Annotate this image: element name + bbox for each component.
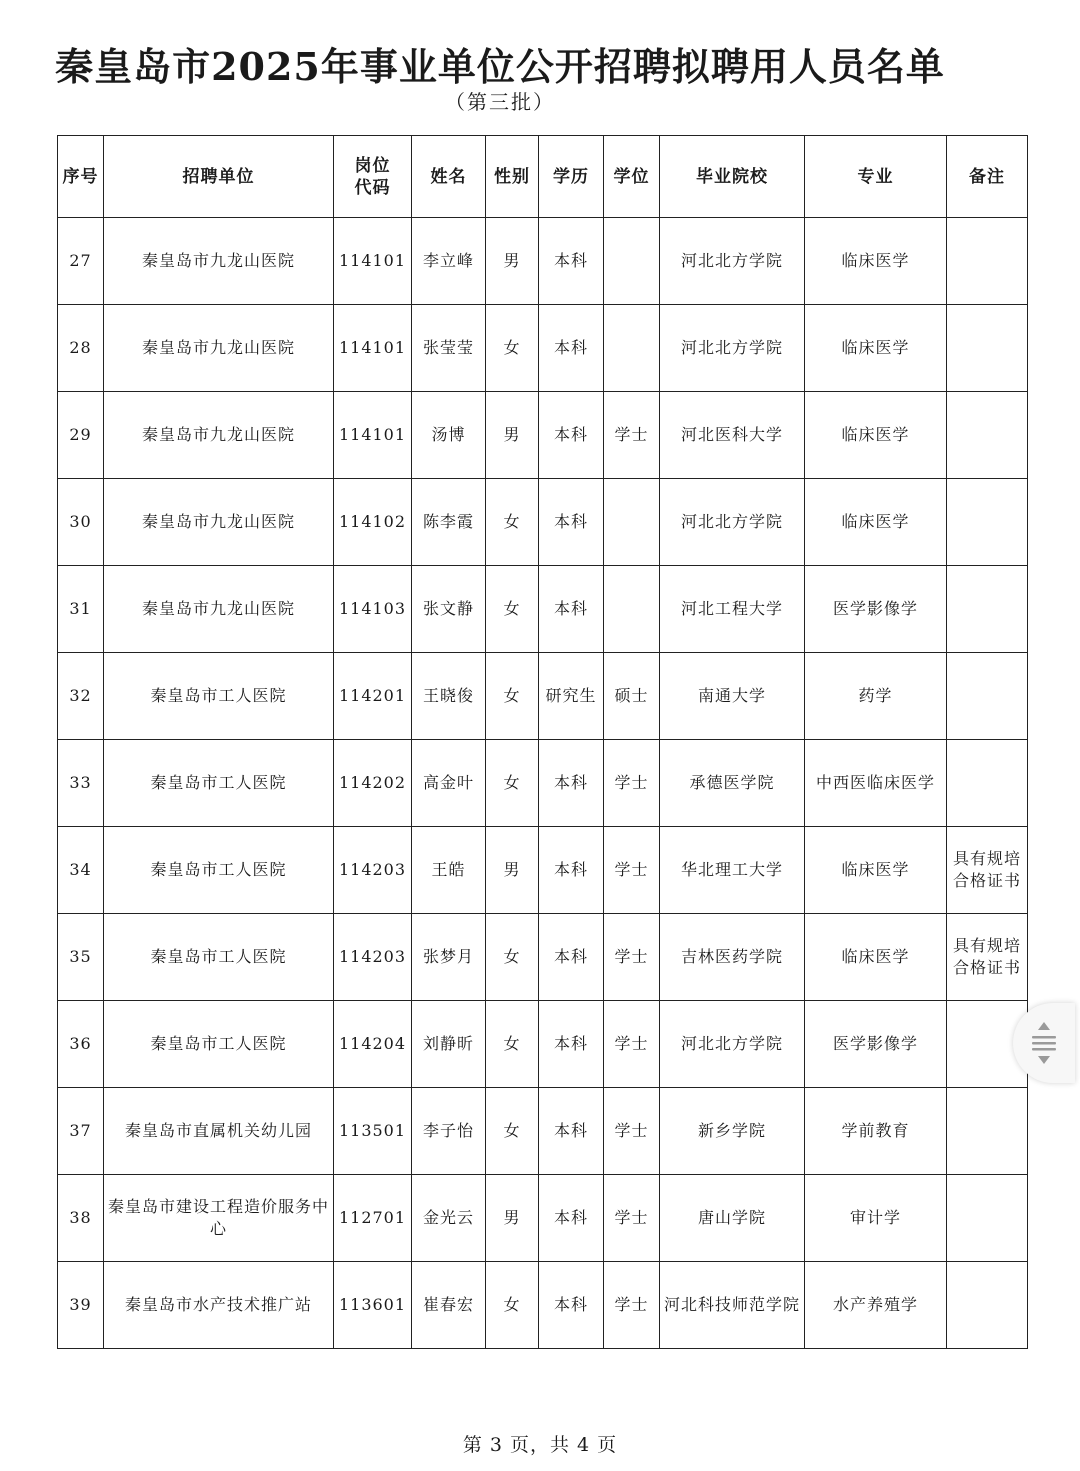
gender-cell: 女 [486, 479, 539, 566]
unit-cell: 秦皇岛市工人医院 [104, 827, 334, 914]
degree-cell [604, 218, 660, 305]
table-row [58, 1088, 1028, 1175]
header-unit: 招聘单位 [104, 136, 334, 218]
degree-cell: 学士 [604, 827, 660, 914]
unit-cell: 秦皇岛市九龙山医院 [104, 479, 334, 566]
name-cell: 张莹莹 [412, 305, 486, 392]
major-cell: 中西医临床医学 [805, 740, 947, 827]
note-cell [947, 305, 1028, 392]
major-cell: 临床医学 [805, 305, 947, 392]
note-cell [947, 740, 1028, 827]
name-cell: 金光云 [412, 1175, 486, 1262]
major-cell: 临床医学 [805, 914, 947, 1001]
table-row [58, 827, 1028, 914]
degree-cell [604, 566, 660, 653]
school-cell: 河北科技师范学院 [660, 1262, 805, 1349]
unit-cell: 秦皇岛市水产技术推广站 [104, 1262, 334, 1349]
school-cell: 河北北方学院 [660, 1001, 805, 1088]
degree-cell: 硕士 [604, 653, 660, 740]
unit-cell: 秦皇岛市九龙山医院 [104, 305, 334, 392]
school-cell: 唐山学院 [660, 1175, 805, 1262]
name-cell: 高金叶 [412, 740, 486, 827]
gender-cell: 男 [486, 218, 539, 305]
seq-cell: 34 [58, 827, 104, 914]
degree-cell [604, 479, 660, 566]
major-cell: 药学 [805, 653, 947, 740]
seq-cell: 33 [58, 740, 104, 827]
table-header [58, 136, 1028, 218]
school-cell: 新乡学院 [660, 1088, 805, 1175]
table-row [58, 653, 1028, 740]
table-row [58, 1001, 1028, 1088]
note-cell [947, 1088, 1028, 1175]
seq-cell: 37 [58, 1088, 104, 1175]
code-cell: 114101 [334, 218, 412, 305]
code-cell: 114103 [334, 566, 412, 653]
table-row [58, 914, 1028, 1001]
unit-cell: 秦皇岛市九龙山医院 [104, 392, 334, 479]
note-cell [947, 1175, 1028, 1262]
note-cell [947, 653, 1028, 740]
education-cell: 本科 [539, 305, 604, 392]
code-cell: 114101 [334, 305, 412, 392]
name-cell: 李子怡 [412, 1088, 486, 1175]
major-cell: 临床医学 [805, 218, 947, 305]
education-cell: 本科 [539, 1175, 604, 1262]
education-cell: 研究生 [539, 653, 604, 740]
code-cell: 114102 [334, 479, 412, 566]
education-cell: 本科 [539, 1088, 604, 1175]
seq-cell: 27 [58, 218, 104, 305]
education-cell: 本科 [539, 479, 604, 566]
education-cell: 本科 [539, 740, 604, 827]
major-cell: 学前教育 [805, 1088, 947, 1175]
header-degree: 学位 [604, 136, 660, 218]
major-cell: 审计学 [805, 1175, 947, 1262]
unit-cell: 秦皇岛市建设工程造价服务中心 [104, 1175, 334, 1262]
table-row [58, 218, 1028, 305]
code-cell: 114203 [334, 827, 412, 914]
seq-cell: 39 [58, 1262, 104, 1349]
name-cell: 汤博 [412, 392, 486, 479]
seq-cell: 31 [58, 566, 104, 653]
gender-cell: 女 [486, 653, 539, 740]
scroll-grip-icon [1031, 1019, 1057, 1067]
header-major: 专业 [805, 136, 947, 218]
code-cell: 114202 [334, 740, 412, 827]
document-title: 秦皇岛市2025年事业单位公开招聘拟聘用人员名单 [55, 44, 945, 89]
degree-cell: 学士 [604, 392, 660, 479]
major-cell: 临床医学 [805, 827, 947, 914]
table-row [58, 392, 1028, 479]
degree-cell: 学士 [604, 1088, 660, 1175]
unit-cell: 秦皇岛市工人医院 [104, 914, 334, 1001]
header-school: 毕业院校 [660, 136, 805, 218]
school-cell: 河北北方学院 [660, 305, 805, 392]
gender-cell: 女 [486, 1262, 539, 1349]
hiring-table [57, 135, 1028, 1349]
unit-cell: 秦皇岛市九龙山医院 [104, 218, 334, 305]
header-row [58, 136, 1028, 218]
name-cell: 张文静 [412, 566, 486, 653]
note-cell [947, 218, 1028, 305]
education-cell: 本科 [539, 827, 604, 914]
education-cell: 本科 [539, 392, 604, 479]
note-cell: 具有规培合格证书 [947, 827, 1028, 914]
gender-cell: 男 [486, 1175, 539, 1262]
education-cell: 本科 [539, 914, 604, 1001]
code-cell: 114203 [334, 914, 412, 1001]
major-cell: 临床医学 [805, 479, 947, 566]
major-cell: 临床医学 [805, 392, 947, 479]
school-cell: 河北北方学院 [660, 479, 805, 566]
seq-cell: 32 [58, 653, 104, 740]
header-code-line1: 岗位 [354, 155, 391, 176]
code-cell: 114201 [334, 653, 412, 740]
header-education: 学历 [539, 136, 604, 218]
header-seq: 序号 [58, 136, 104, 218]
degree-cell: 学士 [604, 740, 660, 827]
name-cell: 陈李霞 [412, 479, 486, 566]
school-cell: 华北理工大学 [660, 827, 805, 914]
note-cell [947, 479, 1028, 566]
unit-cell: 秦皇岛市直属机关幼儿园 [104, 1088, 334, 1175]
table-row [58, 566, 1028, 653]
major-cell: 医学影像学 [805, 1001, 947, 1088]
table-row [58, 1262, 1028, 1349]
header-name: 姓名 [412, 136, 486, 218]
code-cell: 114204 [334, 1001, 412, 1088]
table-row [58, 1175, 1028, 1262]
note-cell [947, 566, 1028, 653]
table-row [58, 740, 1028, 827]
seq-cell: 30 [58, 479, 104, 566]
school-cell: 河北医科大学 [660, 392, 805, 479]
header-code-line2: 代码 [354, 177, 391, 198]
degree-cell [604, 305, 660, 392]
degree-cell: 学士 [604, 1001, 660, 1088]
gender-cell: 女 [486, 1088, 539, 1175]
school-cell: 南通大学 [660, 653, 805, 740]
seq-cell: 38 [58, 1175, 104, 1262]
gender-cell: 男 [486, 392, 539, 479]
unit-cell: 秦皇岛市工人医院 [104, 653, 334, 740]
name-cell: 张梦月 [412, 914, 486, 1001]
major-cell: 医学影像学 [805, 566, 947, 653]
header-note: 备注 [947, 136, 1028, 218]
school-cell: 承德医学院 [660, 740, 805, 827]
gender-cell: 女 [486, 914, 539, 1001]
education-cell: 本科 [539, 218, 604, 305]
page-footer: 第 3 页，共 4 页 [462, 1434, 618, 1456]
note-cell [947, 392, 1028, 479]
seq-cell: 35 [58, 914, 104, 1001]
gender-cell: 女 [486, 566, 539, 653]
code-cell: 112701 [334, 1175, 412, 1262]
degree-cell: 学士 [604, 1262, 660, 1349]
education-cell: 本科 [539, 1262, 604, 1349]
document-subtitle: （第三批） [445, 90, 555, 114]
unit-cell: 秦皇岛市九龙山医院 [104, 566, 334, 653]
header-code [334, 136, 412, 218]
code-cell: 114101 [334, 392, 412, 479]
name-cell: 崔春宏 [412, 1262, 486, 1349]
school-cell: 吉林医药学院 [660, 914, 805, 1001]
education-cell: 本科 [539, 566, 604, 653]
school-cell: 河北北方学院 [660, 218, 805, 305]
table-row [58, 305, 1028, 392]
code-cell: 113601 [334, 1262, 412, 1349]
gender-cell: 男 [486, 827, 539, 914]
seq-cell: 28 [58, 305, 104, 392]
header-gender: 性别 [486, 136, 539, 218]
gender-cell: 女 [486, 305, 539, 392]
seq-cell: 29 [58, 392, 104, 479]
table-row [58, 479, 1028, 566]
school-cell: 河北工程大学 [660, 566, 805, 653]
table-body [58, 218, 1028, 1349]
note-cell [947, 1262, 1028, 1349]
degree-cell: 学士 [604, 914, 660, 1001]
major-cell: 水产养殖学 [805, 1262, 947, 1349]
gender-cell: 女 [486, 740, 539, 827]
name-cell: 王晓俊 [412, 653, 486, 740]
education-cell: 本科 [539, 1001, 604, 1088]
unit-cell: 秦皇岛市工人医院 [104, 1001, 334, 1088]
gender-cell: 女 [486, 1001, 539, 1088]
seq-cell: 36 [58, 1001, 104, 1088]
name-cell: 王皓 [412, 827, 486, 914]
name-cell: 刘静昕 [412, 1001, 486, 1088]
note-cell: 具有规培合格证书 [947, 914, 1028, 1001]
unit-cell: 秦皇岛市工人医院 [104, 740, 334, 827]
code-cell: 113501 [334, 1088, 412, 1175]
degree-cell: 学士 [604, 1175, 660, 1262]
name-cell: 李立峰 [412, 218, 486, 305]
